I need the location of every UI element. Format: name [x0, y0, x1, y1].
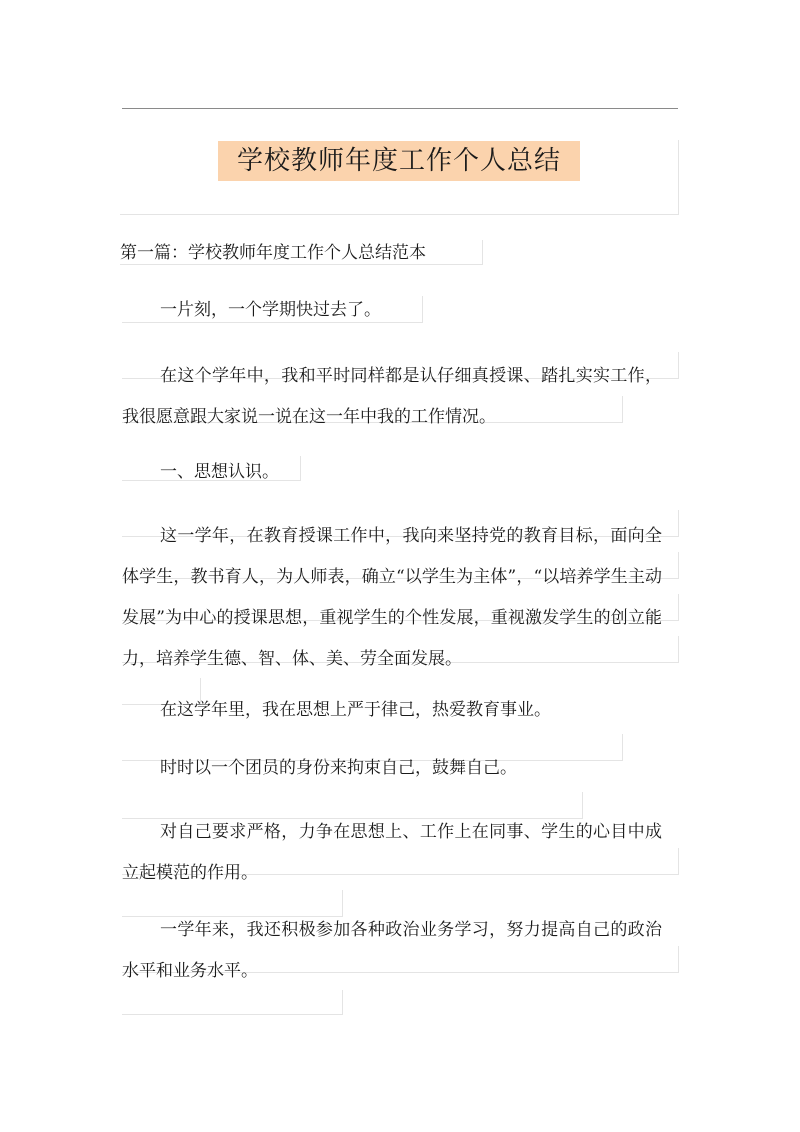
section-heading: 第一篇：学校教师年度工作个人总结范本: [120, 240, 483, 265]
paragraph: 在这学年里，我在思想上严于律己，热爱教育事业。: [160, 700, 551, 720]
paragraph: 时时以一个团员的身份来拘束自己，鼓舞自己。: [160, 758, 517, 778]
header-rule: [122, 108, 678, 109]
paragraph: 对自己要求严格，力争在思想上、工作上在同事、学生的心目中成立起模范的作用。: [122, 822, 662, 883]
paragraph: 一学年来，我还积极参加各种政治业务学习，努力提高自己的政治水平和业务水平。: [122, 920, 662, 981]
frame-decoration: [122, 990, 343, 1015]
paragraph: 这一学年，在教育授课工作中，我向来坚持党的教育目标，面向全体学生，教书育人，为人师表，确立“以学生为主体”，“以培养学生主动发展”为中心的授课思想，重视学生的个性发展，重视激发学生的创立能力，培养学生德、智、体、美、劳全面发展。: [122, 526, 662, 669]
document-title: 学校教师年度工作个人总结: [218, 141, 580, 181]
paragraph: 一、思想认识。: [160, 462, 279, 482]
paragraph: 一片刻，一个学期快过去了。: [160, 300, 381, 320]
paragraph: 在这个学年中，我和平时同样都是认仔细真授课、踏扎实实工作，我很愿意跟大家说一说在这一年中我的工作情况。: [122, 366, 662, 427]
